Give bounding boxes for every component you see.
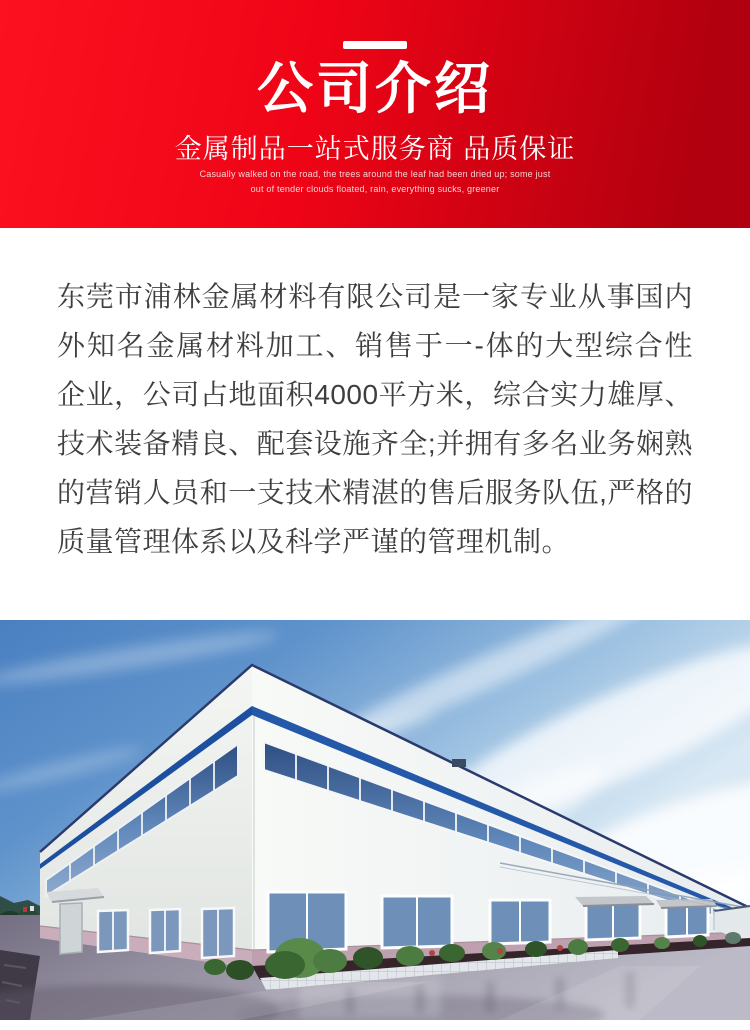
page-title: 公司介绍 xyxy=(257,59,493,121)
hero-banner xyxy=(0,0,750,228)
hero-tagline-line2: out of tender clouds floated, rain, everything sucks, greener xyxy=(250,184,500,194)
hero-tagline xyxy=(0,167,750,197)
company-intro-section xyxy=(0,228,750,620)
company-intro-paragraph: 东莞市浦林金属材料有限公司是一家专业从事国内外知名金属材料加工、销售于一-体的大型综合性企业，公司占地面积4000平方米，综合实力雄厚、技术装备精良、配套设施齐全;并拥有多名业务娴熟的营销人员和一支技术精湛的售后服务队伍,严格的质量管理体系以及科学严谨的管理机制。 xyxy=(57,281,693,557)
lower-windows-left xyxy=(98,908,234,958)
factory-photo xyxy=(0,620,750,1020)
hero-tagline-line1: Casually walked on the road, the trees around the leaf had been dried up; some just xyxy=(199,169,551,179)
divider-dash xyxy=(343,41,407,49)
hero-subtitle: 金属制品一站式服务商 品质保证 xyxy=(174,134,576,164)
factory-photo-illustration xyxy=(0,620,750,1020)
